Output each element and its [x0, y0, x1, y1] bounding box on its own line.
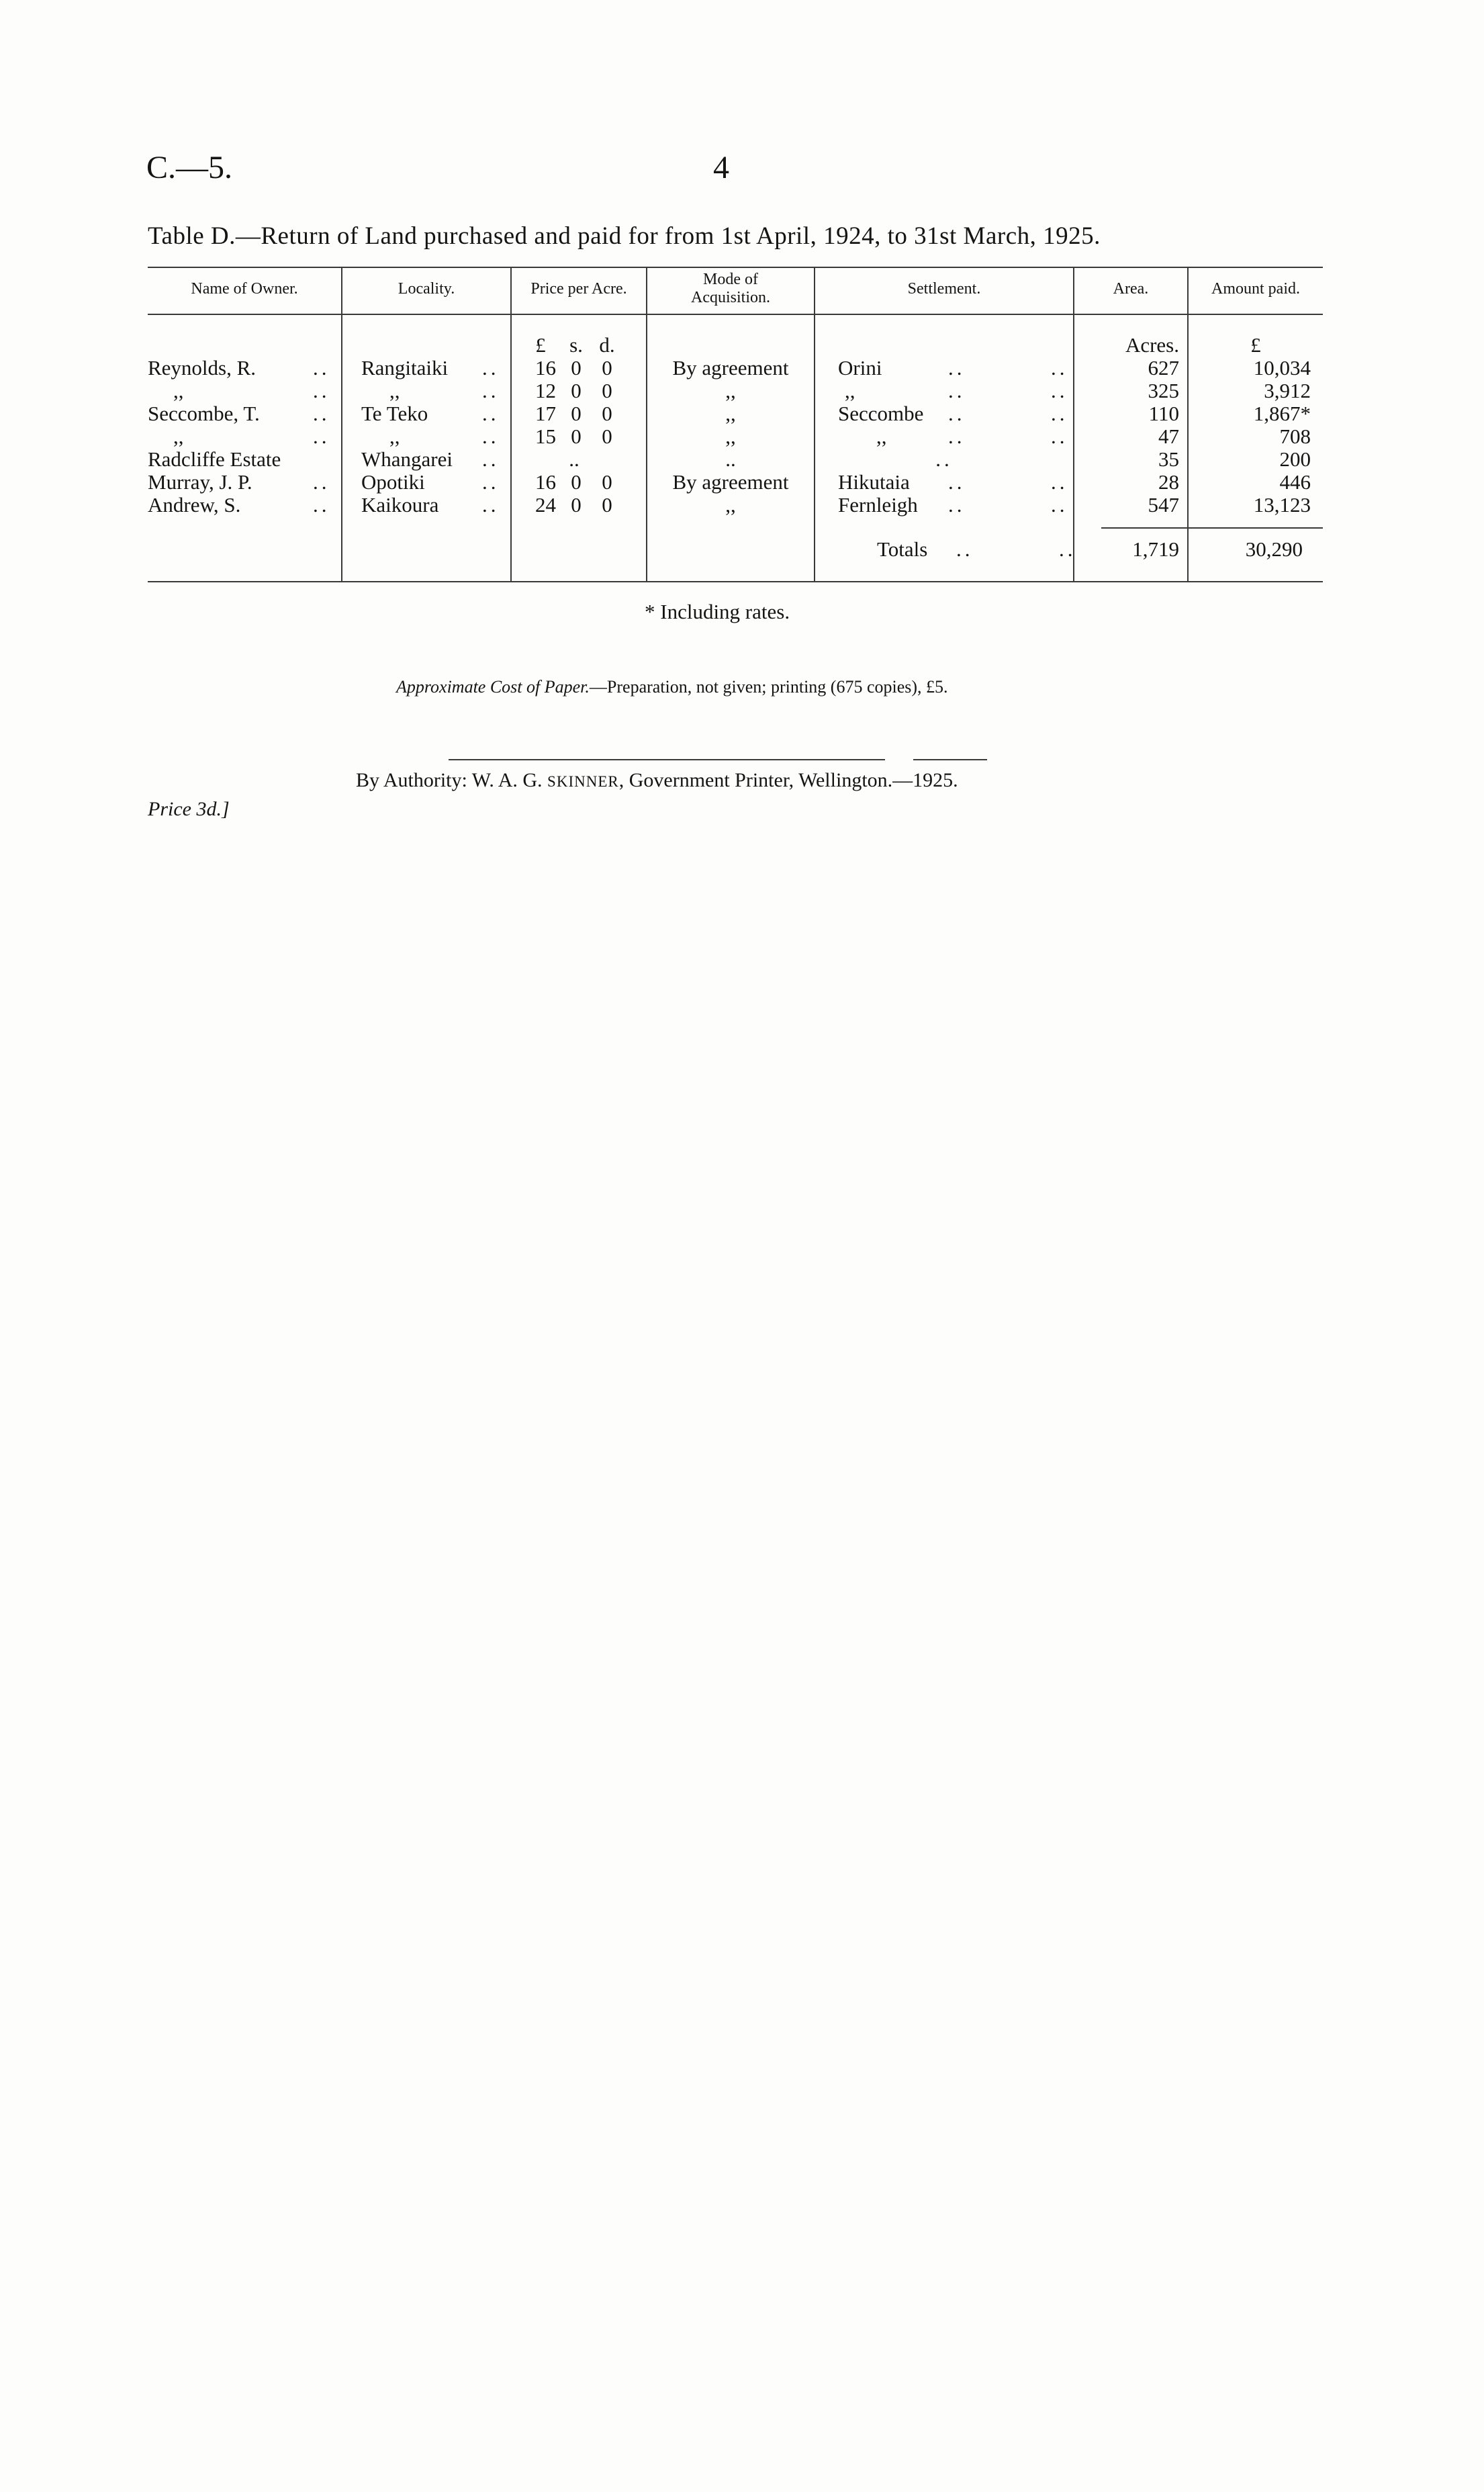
mode-of-acquisition: ,,	[725, 425, 736, 448]
authority-suffix: , Government Printer, Wellington.—1925.	[618, 769, 958, 791]
amount-paid: 200	[1279, 447, 1311, 471]
totals-area: 1,719	[1132, 537, 1179, 561]
mode-of-acquisition: ,,	[725, 379, 736, 402]
price-pounds: 15	[535, 425, 556, 448]
locality: Opotiki	[361, 470, 425, 494]
price-pence: 0	[602, 379, 612, 402]
header-mode-line1: Mode of	[703, 271, 758, 288]
amount-paid: 10,034	[1253, 356, 1311, 380]
owner-name: Reynolds, R.	[148, 356, 257, 380]
totals-label: Totals	[877, 537, 928, 561]
area: 325	[1148, 379, 1179, 402]
locality: ,,	[389, 425, 400, 448]
locality: Kaikoura	[361, 493, 439, 517]
column-divider	[1073, 267, 1074, 582]
header-settlement: Settlement.	[907, 279, 981, 298]
owner-name: Radcliffe Estate	[148, 447, 281, 471]
settlement-leader-dots: .. ..	[948, 425, 1068, 448]
price-pounds: ..	[569, 447, 579, 471]
locality-leader-dots: ..	[482, 379, 500, 402]
price-shillings: 0	[571, 493, 582, 517]
header-locality: Locality.	[398, 279, 455, 298]
area: 110	[1148, 402, 1179, 425]
cost-text: —Preparation, not given; printing (675 copies), £5.	[589, 677, 948, 697]
table-title-body: Return of Land purchased and paid for from 1st April, 1924, to 31st March, 1925.	[261, 222, 1101, 250]
settlement: ,,	[845, 379, 855, 402]
unit-amount: £	[1250, 333, 1261, 357]
locality-leader-dots: ..	[482, 425, 500, 448]
header-mode	[647, 265, 814, 312]
settlement: Fernleigh	[838, 493, 918, 517]
price-pounds: 12	[535, 379, 556, 402]
header-price: Price per Acre.	[530, 279, 627, 298]
settlement: Orini	[838, 356, 882, 380]
settlement: Seccombe	[838, 402, 924, 425]
mode-of-acquisition: By agreement	[672, 356, 789, 380]
totals-top-rule	[1101, 527, 1323, 529]
price-shillings: 0	[571, 402, 582, 425]
price-pence: 0	[602, 470, 612, 494]
settlement-leader-dots: .. ..	[948, 402, 1068, 425]
amount-paid: 708	[1279, 425, 1311, 448]
price-pounds: 17	[535, 402, 556, 425]
header-owner: Name of Owner.	[191, 279, 298, 298]
amount-paid: 1,867*	[1253, 402, 1311, 425]
authority-rule	[449, 759, 885, 760]
owner-leader-dots: ..	[313, 356, 330, 380]
price-pence: 0	[602, 493, 612, 517]
table-title-prefix: Table D.	[148, 222, 236, 250]
locality-leader-dots: ..	[482, 447, 500, 471]
owner-leader-dots: ..	[313, 402, 330, 425]
column-divider	[341, 267, 342, 582]
amount-paid: 13,123	[1253, 493, 1311, 517]
area: 35	[1158, 447, 1179, 471]
owner-name: Murray, J. P.	[148, 470, 252, 494]
locality: Rangitaiki	[361, 356, 449, 380]
locality-leader-dots: ..	[482, 493, 500, 517]
price-pounds: 16	[535, 356, 556, 380]
column-divider	[814, 267, 815, 582]
settlement-leader-dots: .. ..	[948, 379, 1068, 402]
owner-leader-dots: ..	[313, 379, 330, 402]
settlement: Hikutaia	[838, 470, 910, 494]
owner-leader-dots: ..	[313, 470, 330, 494]
settlement-leader-dots: .. ..	[948, 356, 1068, 380]
price-shillings: 0	[571, 379, 582, 402]
settlement-leader-dots: .. ..	[948, 470, 1068, 494]
unit-shillings: s.	[569, 333, 583, 357]
settlement-leader-dots: ..	[935, 447, 953, 471]
totals-amount: 30,290	[1245, 537, 1303, 561]
area: 627	[1148, 356, 1179, 380]
price-shillings: 0	[571, 356, 582, 380]
locality-leader-dots: ..	[482, 470, 500, 494]
table-header-rule	[148, 314, 1323, 315]
table-bottom-rule	[148, 581, 1323, 582]
area: 28	[1158, 470, 1179, 494]
area: 47	[1158, 425, 1179, 448]
owner-name: ,,	[173, 379, 184, 402]
price-pence: 0	[602, 402, 612, 425]
price-note: Price 3d.]	[148, 798, 230, 820]
owner-leader-dots: ..	[313, 425, 330, 448]
printer-name: SKINNER	[547, 773, 619, 790]
settlement-leader-dots: .. ..	[948, 493, 1068, 517]
authority-prefix: By Authority: W. A. G.	[356, 769, 543, 791]
settlement: ,,	[876, 425, 887, 448]
mode-of-acquisition: ,,	[725, 402, 736, 425]
cost-of-paper	[396, 677, 948, 697]
price-pounds: 24	[535, 493, 556, 517]
unit-pence: d.	[599, 333, 615, 357]
amount-paid: 3,912	[1264, 379, 1311, 402]
locality-leader-dots: ..	[482, 356, 500, 380]
totals-leader-dots: .. ..	[956, 537, 1076, 561]
owner-name: Seccombe, T.	[148, 402, 260, 425]
unit-pounds: £	[535, 333, 546, 357]
price-pounds: 16	[535, 470, 556, 494]
header-area: Area.	[1113, 279, 1149, 298]
unit-area: Acres.	[1125, 333, 1179, 357]
cost-label: Approximate Cost of Paper.	[396, 677, 590, 697]
owner-name: Andrew, S.	[148, 493, 241, 517]
column-divider	[510, 267, 512, 582]
owner-leader-dots: ..	[313, 493, 330, 517]
table-title	[148, 222, 1101, 251]
footnote: * Including rates.	[645, 600, 790, 623]
page-number: 4	[713, 150, 729, 185]
table-title-dash: —	[235, 222, 261, 250]
authority-line	[356, 769, 958, 792]
price-shillings: 0	[571, 425, 582, 448]
mode-of-acquisition: By agreement	[672, 470, 789, 494]
mode-of-acquisition: ,,	[725, 493, 736, 517]
mode-of-acquisition: ..	[725, 447, 736, 471]
header-mode-line2: Acquisition.	[691, 289, 770, 306]
document-reference: C.—5.	[146, 150, 233, 185]
header-amount: Amount paid.	[1211, 279, 1300, 298]
owner-name: ,,	[173, 425, 184, 448]
area: 547	[1148, 493, 1179, 517]
locality-leader-dots: ..	[482, 402, 500, 425]
price-pence: 0	[602, 356, 612, 380]
price-shillings: 0	[571, 470, 582, 494]
amount-paid: 446	[1279, 470, 1311, 494]
column-divider	[1187, 267, 1189, 582]
locality: Whangarei	[361, 447, 453, 471]
price-pence: 0	[602, 425, 612, 448]
locality: Te Teko	[361, 402, 428, 425]
authority-rule-short	[913, 759, 987, 760]
locality: ,,	[389, 379, 400, 402]
